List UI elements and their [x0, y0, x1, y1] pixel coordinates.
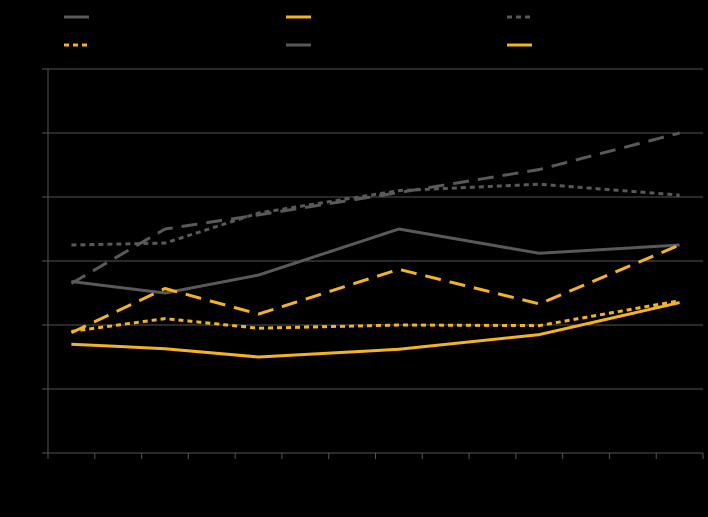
chart-axes	[42, 69, 703, 459]
series-line-6	[71, 303, 679, 357]
chart-legend	[64, 17, 532, 45]
series-line-4	[71, 301, 679, 332]
chart-gridlines	[48, 69, 703, 389]
chart-series-lines	[71, 133, 679, 357]
